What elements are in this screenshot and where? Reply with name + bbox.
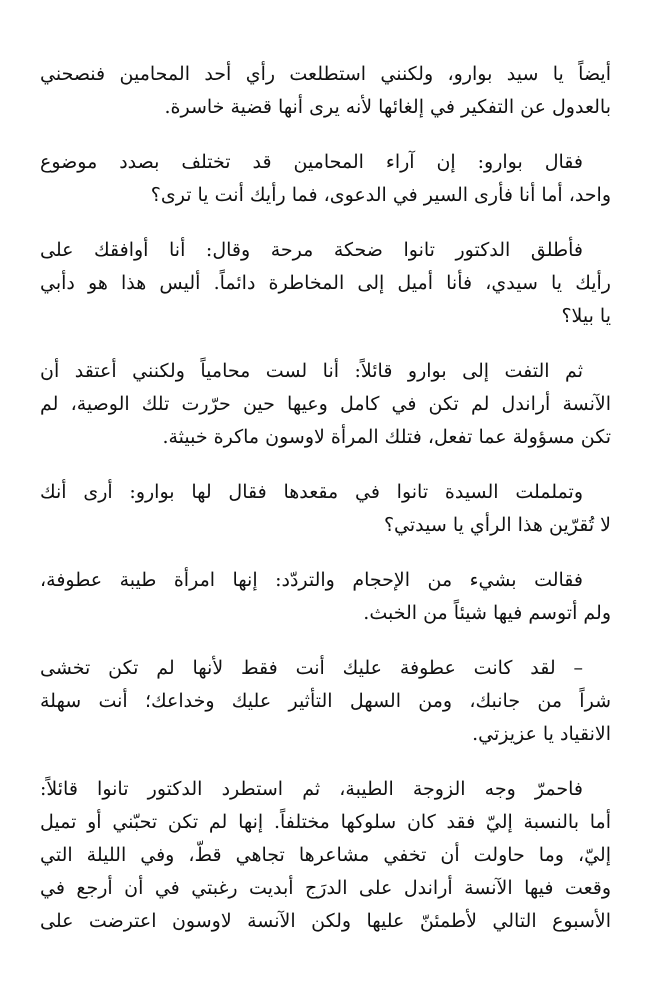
text-line: أيضاً يا سيد بوارو، ولكنني استطلعت رأي أحد المحامين فنصحني [40, 63, 611, 85]
paragraph-2 [40, 146, 611, 212]
text-line: الآنسة أراندل لم تكن في كامل وعيها حين حرّرت تلك الوصية، لم [40, 393, 611, 415]
text-line: بالعدول عن التفكير في إلغائها لأنه يرى أنها قضية خاسرة. [164, 96, 611, 118]
text-line: فاحمرّ وجه الزوجة الطيبة، ثم استطرد الدكتور تانوا قائلاً: [40, 778, 583, 800]
text-line: تكن مسؤولة عما تفعل، فتلك المرأة لاوسون ماكرة خبيثة. [162, 426, 611, 448]
text-line: إليّ، وما حاولت أن تخفي مشاعرها تجاهي قطّ، وفي الليلة التي [40, 844, 611, 866]
paragraph-5 [40, 476, 611, 542]
text-line: فأطلق الدكتور تانوا ضحكة مرحة وقال: أنا أوافقك على [40, 239, 583, 261]
text-line: ولم أتوسم فيها شيئاً من الخبث. [363, 602, 611, 624]
text-line: شراً من جانبك، ومن السهل التأثير عليك وخداعك؛ أنت سهلة [40, 690, 611, 712]
paragraph-7 [40, 652, 611, 751]
paragraph-8 [40, 773, 611, 938]
text-line: الأسبوع التالي لأطمئنّ عليها ولكن الآنسة لاوسون اعترضت على [40, 910, 611, 932]
paragraph-4 [40, 355, 611, 454]
text-line: – لقد كانت عطوفة عليك أنت فقط لأنها لم تكن تخشى [40, 657, 583, 679]
text-line: ثم التفت إلى بوارو قائلاً: أنا لست محامياً ولكنني أعتقد أن [40, 360, 583, 382]
paragraph-1 [40, 58, 611, 124]
text-line: يا بيلا؟ [561, 305, 611, 327]
text-line: وتململت السيدة تانوا في مقعدها فقال لها بوارو: أرى أنك [40, 481, 583, 503]
text-line: أما بالنسبة إليّ فقد كان سلوكها مختلفاً. إنها لم تكن تحبّني أو تميل [40, 811, 611, 833]
text-line: الانقياد يا عزيزتي. [472, 723, 611, 745]
text-line: واحد، أما أنا فأرى السير في الدعوى، فما رأيك أنت يا ترى؟ [150, 184, 611, 206]
text-line: رأيك يا سيدي، فأنا أميل إلى المخاطرة دائماً. أليس هذا هو دأبي [40, 272, 611, 294]
text-line: فقالت بشيء من الإحجام والتردّد: إنها امرأة طيبة عطوفة، [40, 569, 583, 591]
paragraph-6 [40, 564, 611, 630]
text-line: فقال بوارو: إن آراء المحامين قد تختلف بصدد موضوع [40, 151, 583, 173]
text-line: وقعت فيها الآنسة أراندل على الدرَج أبديت رغبتي في أن أرجع في [40, 877, 611, 899]
paragraph-3 [40, 234, 611, 333]
text-line: لا تُقرّين هذا الرأي يا سيدتي؟ [383, 514, 611, 536]
